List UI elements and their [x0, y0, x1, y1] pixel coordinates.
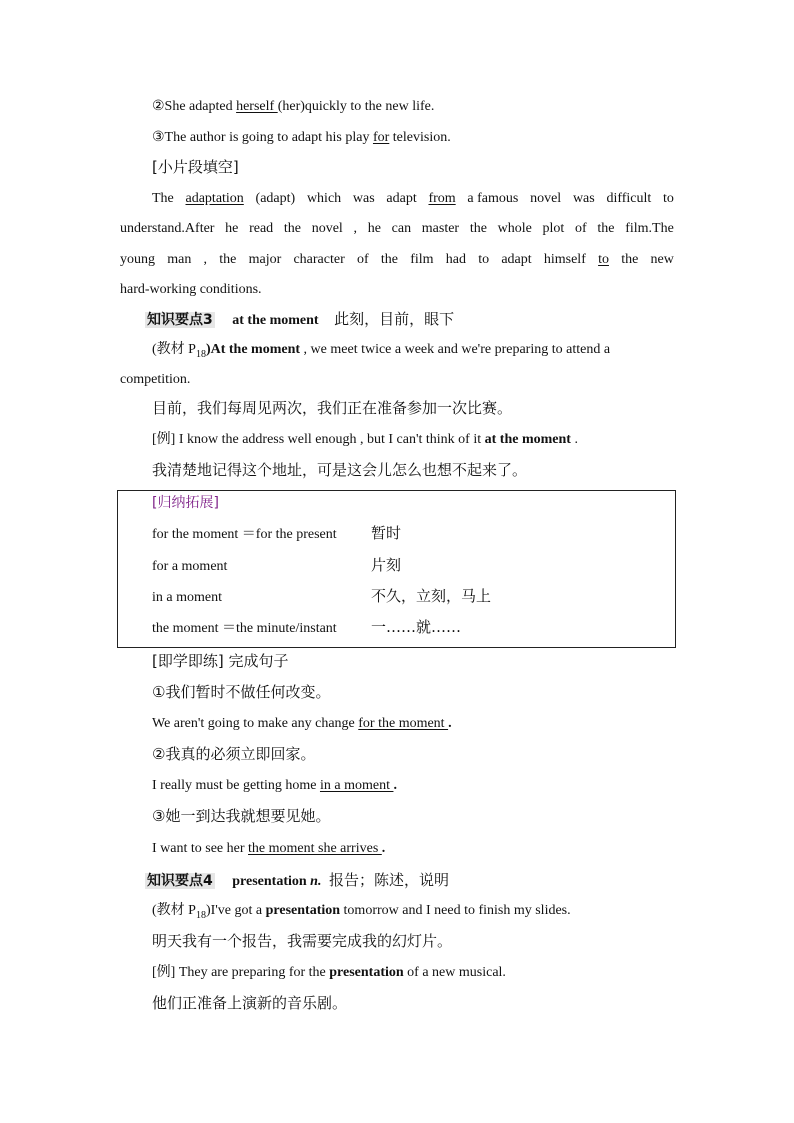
word: adapt	[501, 252, 532, 267]
part-of-speech: n.	[310, 874, 322, 889]
word: to	[663, 191, 674, 206]
word: adapt	[386, 191, 417, 206]
drill-answer-3	[152, 840, 385, 858]
sentence-text: I want to see her	[152, 841, 249, 856]
sentence-text: , we meet twice a week and we're preparing to attend a	[300, 342, 611, 357]
word: which	[306, 191, 342, 206]
section-heading-fill-blank: [小片段填空]	[152, 158, 239, 176]
word: himself	[543, 252, 586, 267]
answer-blank: adaptation	[185, 191, 244, 206]
word: a famous	[467, 191, 519, 206]
point-tag: 知识要点3	[147, 312, 213, 328]
knowledge-point-4-header	[145, 871, 449, 891]
word: the	[219, 252, 237, 267]
word: film	[410, 252, 434, 267]
textbook-source-line	[152, 902, 571, 925]
summary-row-meaning: 一……就……	[371, 618, 462, 636]
knowledge-point-3-header	[145, 310, 454, 330]
word: ,	[203, 252, 208, 267]
word: the	[597, 221, 615, 236]
word: can	[391, 221, 412, 236]
answer-blank: from	[428, 191, 456, 206]
sentence-text: of a new musical.	[403, 965, 506, 980]
word: the	[621, 252, 639, 267]
word: young	[120, 252, 155, 267]
sentence-text: )I've got a	[205, 903, 266, 918]
paragraph-line-3	[120, 251, 674, 269]
word: character	[293, 252, 345, 267]
source-label: (教材 P	[152, 342, 196, 357]
drill-heading: [即学即练] 完成句子	[152, 652, 289, 670]
textbook-translation: 目前，我们每周见两次，我们正在准备参加一次比赛。	[152, 399, 513, 417]
example-sentence-3	[152, 129, 451, 147]
word: new	[650, 252, 674, 267]
textbook-source-line	[152, 341, 610, 364]
summary-row	[152, 526, 337, 544]
word: the	[283, 221, 301, 236]
word: major	[248, 252, 282, 267]
word: ,	[353, 221, 358, 236]
summary-box-title: [归纳拓展]	[152, 495, 219, 511]
word: had	[445, 252, 466, 267]
word: he	[367, 221, 381, 236]
answer-blank: for the moment	[358, 716, 449, 731]
point-meaning: 此刻，目前，眼下	[334, 310, 455, 328]
phrase: in a moment	[152, 590, 222, 605]
word: the	[380, 252, 398, 267]
sentence-text: We aren't going to make any change	[152, 716, 359, 731]
answer-blank: for	[372, 130, 390, 145]
word: novel	[530, 191, 562, 206]
answer-blank: in a moment	[319, 778, 394, 793]
example-line	[152, 964, 506, 982]
answer-blank: to	[598, 252, 609, 267]
word: novel	[311, 221, 343, 236]
word: plot	[542, 221, 565, 236]
word: to	[478, 252, 490, 267]
point-meaning: 报告；陈述，说明	[328, 871, 449, 889]
word: difficult	[606, 191, 652, 206]
point-tag: 知识要点4	[147, 873, 213, 889]
word: was	[572, 191, 595, 206]
source-label: (教材 P	[152, 903, 196, 918]
answer-blank: herself	[236, 99, 278, 114]
page-subscript: 18	[195, 348, 206, 360]
point-term: presentation	[232, 874, 311, 889]
word: The	[152, 191, 174, 206]
sentence-text: tomorrow and I need to finish my slides.	[340, 903, 571, 918]
summary-row	[152, 589, 222, 607]
bold-phrase: presentation	[329, 965, 404, 980]
sentence-text: ③The author is going to adapt his play	[152, 130, 373, 145]
drill-prompt-2: ②我真的必须立即回家。	[152, 745, 316, 763]
word: he	[225, 221, 239, 236]
word: read	[249, 221, 274, 236]
punctuation: .	[381, 841, 386, 856]
summary-row-meaning: 不久，立刻，马上	[371, 587, 492, 605]
sentence-text: television.	[389, 130, 451, 145]
page-subscript: 18	[195, 909, 206, 921]
summary-row-meaning: 片刻	[371, 556, 402, 574]
bold-phrase: )At the moment	[205, 342, 301, 357]
summary-row	[152, 620, 337, 638]
paragraph-line-4: hard-working conditions.	[120, 282, 262, 297]
drill-prompt-1: ①我们暂时不做任何改变。	[152, 683, 331, 701]
summary-row-meaning: 暂时	[371, 524, 402, 542]
phrase: for a moment	[152, 559, 228, 574]
sentence-text: [例] They are preparing for the	[152, 965, 330, 980]
word: master	[421, 221, 460, 236]
textbook-source-line-2: competition.	[120, 372, 191, 387]
bold-phrase: presentation	[265, 903, 341, 918]
example-translation: 他们正准备上演新的音乐剧。	[152, 994, 348, 1012]
phrase: for the moment ＝for the present	[152, 527, 337, 542]
word: film.The	[625, 221, 674, 236]
textbook-translation: 明天我有一个报告，我需要完成我的幻灯片。	[152, 932, 453, 950]
sentence-text: (her)quickly to the new life.	[277, 99, 435, 114]
drill-answer-1	[152, 715, 452, 733]
example-sentence-2	[152, 98, 434, 116]
punctuation: .	[393, 778, 397, 793]
example-line	[152, 431, 578, 449]
answer-blank: the moment she arrives	[248, 841, 382, 856]
summary-row	[152, 558, 227, 576]
phrase: the moment ＝the minute/instant	[152, 621, 337, 636]
example-translation: 我清楚地记得这个地址，可是这会儿怎么也想不起来了。	[152, 461, 528, 479]
punctuation: .	[448, 716, 452, 731]
drill-answer-2	[152, 777, 397, 795]
paragraph-line-1	[152, 190, 674, 208]
bold-phrase: at the moment	[484, 432, 571, 447]
paragraph-line-2	[120, 220, 674, 238]
word: (adapt)	[255, 191, 296, 206]
sentence-text: .	[570, 432, 578, 447]
word: of	[575, 221, 587, 236]
word: the	[469, 221, 487, 236]
drill-prompt-3: ③她一到达我就想要见她。	[152, 807, 331, 825]
sentence-text: [例] I know the address well enough , but I can't think of it	[152, 432, 485, 447]
sentence-text: ②She adapted	[152, 99, 237, 114]
word: was	[352, 191, 375, 206]
word: whole	[497, 221, 532, 236]
word: understand.After	[120, 221, 215, 236]
sentence-text: I really must be getting home	[152, 778, 320, 793]
word: of	[356, 252, 369, 267]
point-term: at the moment	[232, 313, 319, 328]
word: man	[167, 252, 192, 267]
